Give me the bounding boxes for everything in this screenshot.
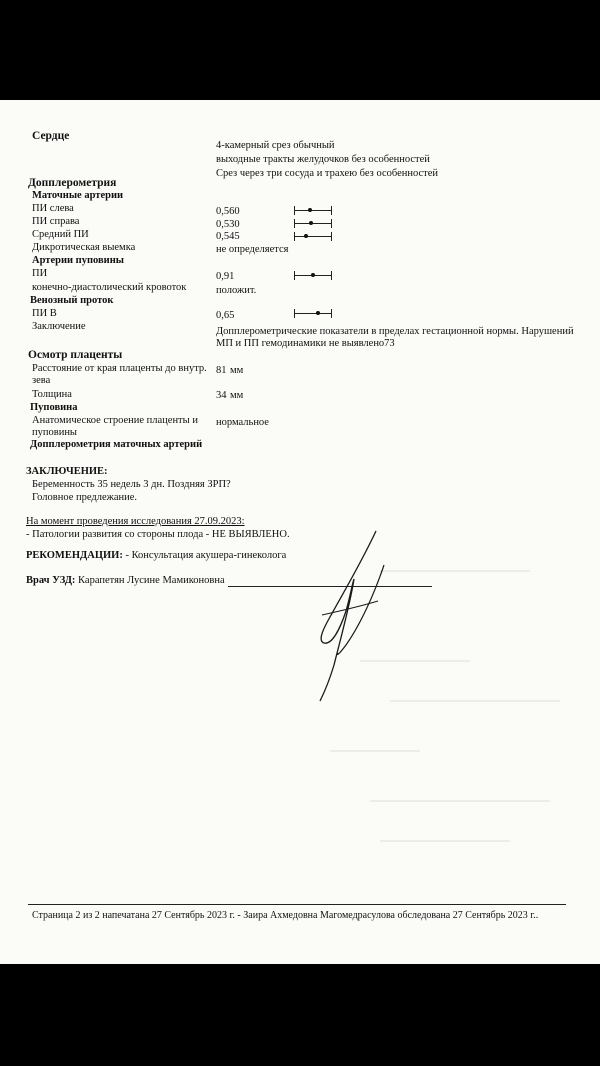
venous-pi-scale [294, 308, 332, 318]
doctor-line [26, 575, 225, 587]
report-page [0, 100, 600, 964]
umbilical-pi-marker [311, 273, 315, 277]
heart-line-1: 4-камерный срез обычный [216, 140, 335, 151]
row-value-mean-pi: 0,545 [216, 231, 240, 242]
signature-image [300, 525, 390, 705]
subtitle-umbilical-cord: Пуповина [30, 402, 78, 413]
anatomy-value: нормальное [216, 417, 269, 428]
bleed-through [380, 840, 510, 842]
mean-pi-scale [294, 231, 332, 241]
doctor-label: Врач УЗД: [26, 575, 76, 586]
section-title-doppler: Допплерометрия [28, 177, 117, 189]
row-value-dicrotic-notch: не определяется [216, 244, 289, 255]
heart-line-2: выходные тракты желудочков без особенностей [216, 154, 430, 165]
row-label-pi-left: ПИ слева [32, 203, 74, 214]
placenta-distance-unit: мм [230, 365, 244, 376]
mean-pi-marker [304, 234, 308, 238]
page-footer: Страница 2 из 2 напечатана 27 Сентябрь 2023 г. - Заира Ахмедовна Магомедрасулова обследована 27 Сентябрь 2023 г.. [32, 910, 539, 921]
row-label-mean-pi: Средний ПИ [32, 229, 89, 240]
row-label-doppler-conclusion: Заключение [32, 321, 86, 332]
recommendations-text: - Консультация акушера-гинеколога [122, 550, 287, 561]
conclusion-title: ЗАКЛЮЧЕНИЕ: [26, 466, 108, 477]
subtitle-uterine-doppler: Допплерометрия маточных артерий [30, 439, 203, 450]
placenta-distance-label: Расстояние от края плаценты до внутр. зева [32, 363, 207, 386]
placenta-distance-value: 81 [216, 365, 227, 376]
row-label-pi-right: ПИ справа [32, 216, 80, 227]
row-value-end-diastolic-flow: положит. [216, 285, 257, 296]
recommendations-label: РЕКОМЕНДАЦИИ: [26, 550, 123, 561]
row-label-umbilical-pi: ПИ [32, 268, 48, 279]
venous-pi-marker [316, 311, 320, 315]
row-value-pi-left: 0,560 [216, 206, 240, 217]
subtitle-umbilical-arteries: Артерии пуповины [32, 255, 124, 266]
row-value-doppler-conclusion: Допплерометрические показатели в пределах гестационной нормы. Нарушений МП и ПП гемодинамики не выявлено73 [216, 326, 574, 349]
bleed-through [380, 570, 530, 572]
bleed-through [370, 800, 550, 802]
subtitle-venous-duct: Венозный проток [30, 295, 114, 306]
conclusion-line-1: Беременность 35 недель 3 дн. Поздняя ЗРП? [32, 479, 231, 490]
row-label-end-diastolic-flow: конечно-диастолический кровоток [32, 282, 187, 293]
pi-right-marker [309, 221, 313, 225]
exam-finding: - Патологии развития со стороны плода - НЕ ВЫЯВЛЕНО. [26, 529, 290, 540]
doctor-name: Карапетян Лусине Мамиконовна [75, 575, 225, 586]
row-label-dicrotic-notch: Дикротическая выемка [32, 242, 136, 253]
recommendations [26, 550, 286, 562]
subtitle-uterine-arteries: Маточные артерии [32, 190, 124, 201]
pi-left-marker [308, 208, 312, 212]
pi-left-scale [294, 205, 332, 215]
footer-divider [28, 904, 566, 905]
umbilical-pi-scale [294, 270, 332, 280]
row-value-umbilical-pi: 0,91 [216, 271, 235, 282]
bleed-through [390, 700, 560, 702]
row-value-pi-right: 0,530 [216, 219, 240, 230]
row-value-venous-pi: 0,65 [216, 310, 235, 321]
placenta-thickness-value: 34 [216, 390, 227, 401]
pi-right-scale [294, 218, 332, 228]
bleed-through [330, 750, 420, 752]
conclusion-line-2: Головное предлежание. [32, 492, 138, 503]
placenta-thickness-unit: мм [230, 390, 244, 401]
anatomy-label: Анатомическое строение плаценты и пуповины [32, 415, 198, 438]
heart-line-3: Срез через три сосуда и трахею без особенностей [216, 168, 439, 179]
exam-date-heading: На момент проведения исследования 27.09.2023: [26, 516, 245, 527]
section-title-placenta: Осмотр плаценты [28, 349, 123, 361]
row-label-venous-pi: ПИ В [32, 308, 57, 319]
section-title-heart: Сердце [32, 130, 70, 142]
placenta-thickness-label: Толщина [32, 389, 72, 400]
